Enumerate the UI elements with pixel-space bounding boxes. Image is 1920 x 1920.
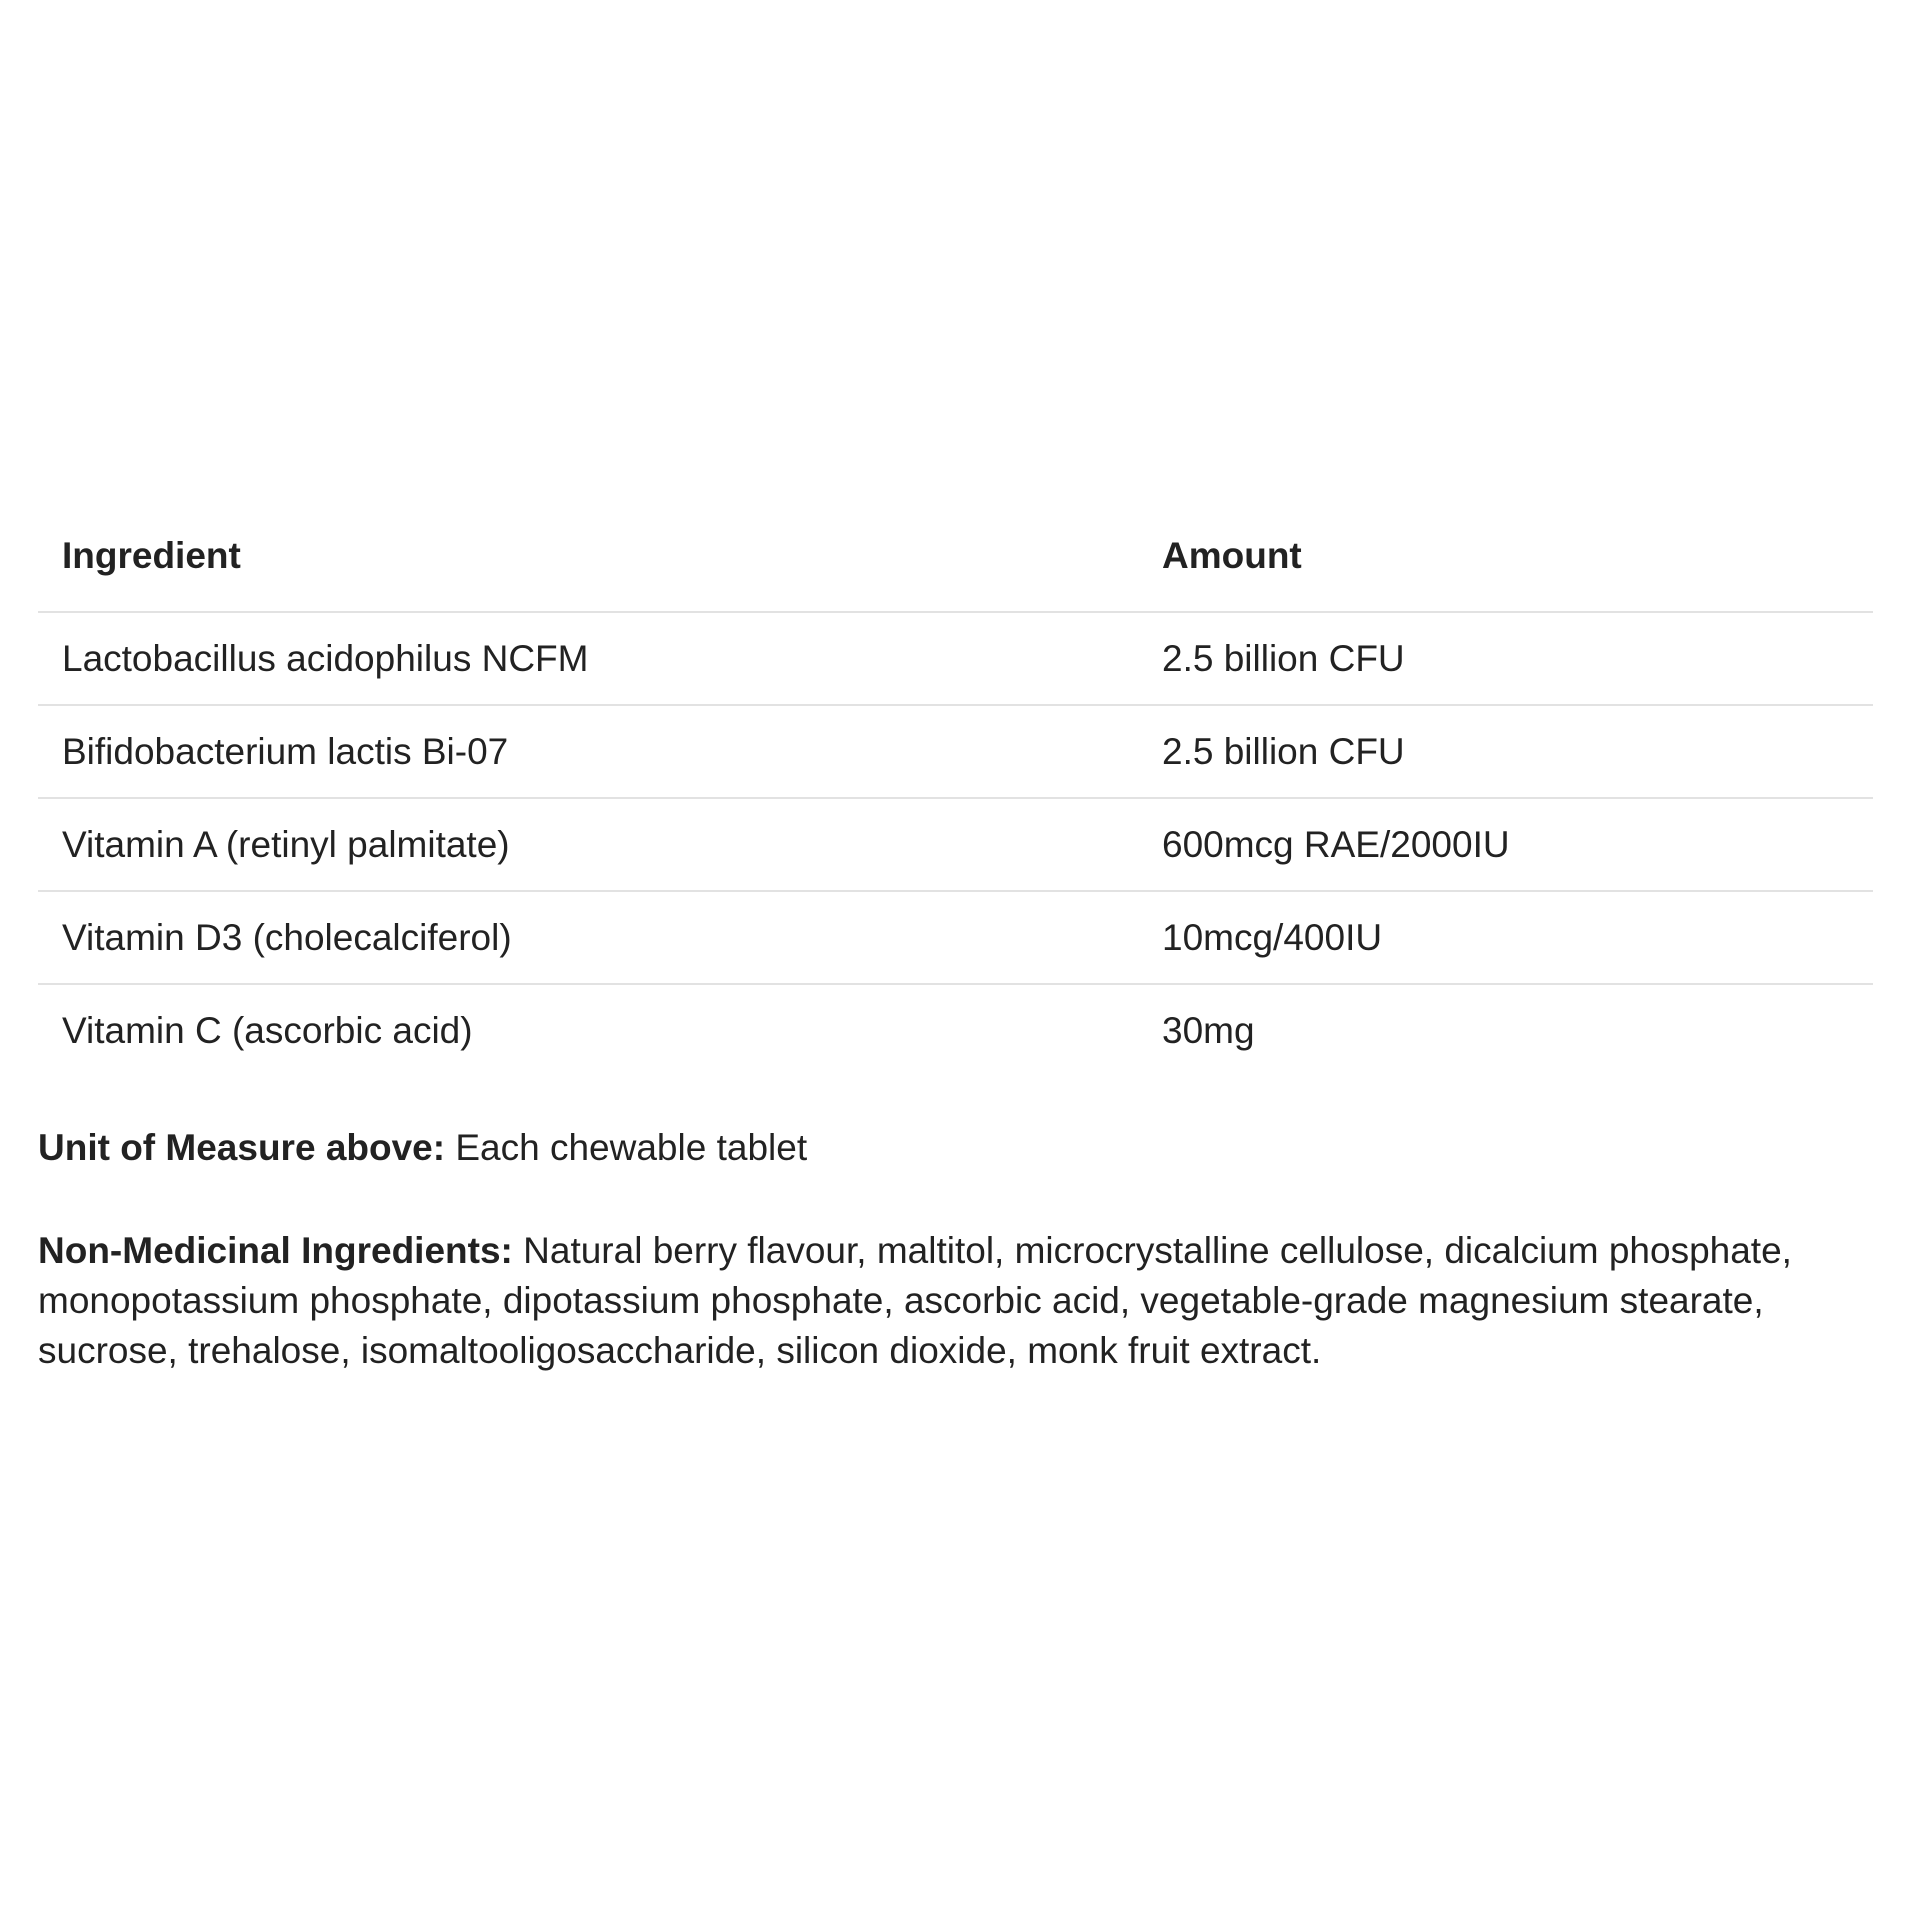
non-medicinal-ingredients-line [38,1226,1873,1376]
table-row [38,705,1873,798]
amount-cell: 2.5 billion CFU [1162,705,1873,798]
amount-cell: 30mg [1162,1010,1255,1051]
ingredient-cell: Lactobacillus acidophilus NCFM [38,612,1162,705]
table-row [38,798,1873,891]
table-row [38,891,1873,984]
ingredient-cell: Bifidobacterium lactis Bi-07 [38,705,1162,798]
table-row [38,612,1873,705]
unit-of-measure-value: Each chewable tablet [455,1127,808,1168]
non-medicinal-ingredients-value: Natural berry flavour, maltitol, microcrystalline cellulose, dicalcium phosphate, monopotassium phosphate, dipotassium phosphate, ascorbic acid, vegetable-grade magnesium stearate, sucrose, trehalose, isomaltooligosaccharide, silicon dioxide, monk fruit extract. [38,1230,1792,1371]
table-row [38,984,1873,1076]
amount-cell: 10mcg/400IU [1162,891,1873,984]
unit-of-measure-line [38,1123,1873,1173]
ingredients-section [38,0,1873,1376]
column-header-amount: Amount [1162,528,1873,612]
ingredient-cell: Vitamin C (ascorbic acid) [62,1010,473,1051]
amount-cell: 2.5 billion CFU [1162,612,1873,705]
ingredient-cell: Vitamin D3 (cholecalciferol) [38,891,1162,984]
non-medicinal-ingredients-label: Non-Medicinal Ingredients: [38,1230,513,1271]
amount-cell: 600mcg RAE/2000IU [1162,798,1873,891]
table-header-row [38,528,1873,612]
ingredient-cell: Vitamin A (retinyl palmitate) [38,798,1162,891]
column-header-ingredient: Ingredient [38,528,1162,612]
ingredients-table [38,528,1873,1076]
unit-of-measure-label: Unit of Measure above: [38,1127,446,1168]
